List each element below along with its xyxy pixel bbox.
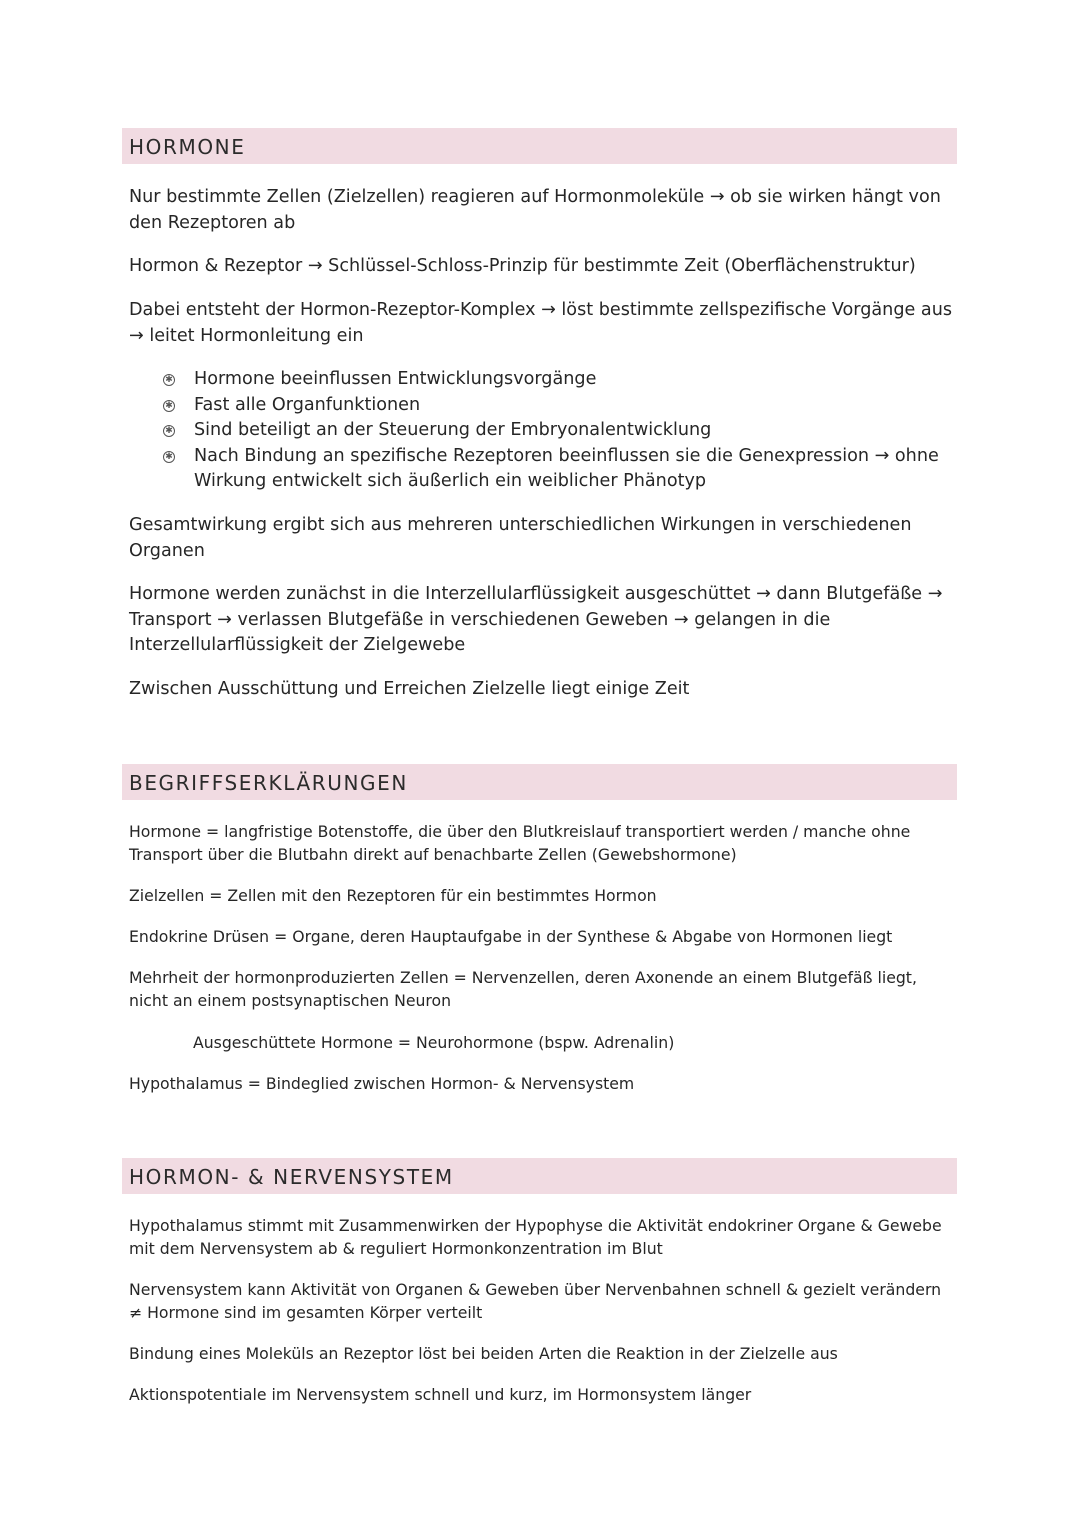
list-item <box>160 444 950 495</box>
hormone-paragraph-5: Hormone werden zunächst in die Interzellularflüssigkeit ausgeschüttet → dann Blutgefäße → Transport → verlassen Blutgefäße in verschiedenen Geweben → gelangen in die Interzellularflüssigkeit der Zielgewebe <box>129 584 943 655</box>
nerven-paragraph-1: Hypothalamus stimmt mit Zusammenwirken der Hypophyse die Aktivität endokriner Organe & Gewebe mit dem Nervensystem ab & reguliert Hormonkonzentration im Blut <box>129 1216 942 1258</box>
bullet-text: Nach Bindung an spezifische Rezeptoren beeinflussen sie die Genexpression → ohne Wirkung entwickelt sich äußerlich ein weiblicher Phänotyp <box>194 445 939 491</box>
circled-star-bullet-icon: ✱ <box>163 374 175 386</box>
nerven-paragraph-4: Aktionspotentiale im Nervensystem schnell und kurz, im Hormonsystem länger <box>129 1385 752 1404</box>
begriffe-paragraph-4: Mehrheit der hormonproduzierten Zellen = Nervenzellen, deren Axonende an einem Blutgefäß liegt, nicht an einem postsynaptischen Neuron <box>129 968 917 1010</box>
list-item <box>160 367 950 393</box>
hormone-paragraph-6: Zwischen Ausschüttung und Erreichen Zielzelle liegt einige Zeit <box>129 679 690 699</box>
section-header-hormon-nervensystem: HORMON- & NERVENSYSTEM <box>122 1158 957 1194</box>
hormone-bullet-list <box>160 367 950 495</box>
section-header-begriffserklaerungen: BEGRIFFSERKLÄRUNGEN <box>122 764 957 800</box>
begriffe-paragraph-2: Zielzellen = Zellen mit den Rezeptoren für ein bestimmtes Hormon <box>129 886 657 905</box>
list-item <box>160 393 950 419</box>
hormone-paragraph-4: Gesamtwirkung ergibt sich aus mehreren unterschiedlichen Wirkungen in verschiedenen Organen <box>129 515 912 561</box>
begriffe-paragraph-1: Hormone = langfristige Botenstoffe, die über den Blutkreislauf transportiert werden / manche ohne Transport über die Blutbahn direkt auf benachbarte Zellen (Gewebshormone) <box>129 822 911 864</box>
begriffe-paragraph-5: Ausgeschüttete Hormone = Neurohormone (bspw. Adrenalin) <box>193 1033 675 1052</box>
bullet-text: Hormone beeinflussen Entwicklungsvorgänge <box>194 369 597 389</box>
circled-star-bullet-icon: ✱ <box>163 400 175 412</box>
list-item <box>160 418 950 444</box>
hormone-paragraph-1: Nur bestimmte Zellen (Zielzellen) reagieren auf Hormonmoleküle → ob sie wirken hängt von den Rezeptoren ab <box>129 187 941 233</box>
circled-star-bullet-icon: ✱ <box>163 451 175 463</box>
nerven-paragraph-2: Nervensystem kann Aktivität von Organen & Geweben über Nervenbahnen schnell & gezielt verändern ≠ Hormone sind im gesamten Körper verteilt <box>129 1280 942 1322</box>
nerven-paragraph-3: Bindung eines Moleküls an Rezeptor löst bei beiden Arten die Reaktion in der Zielzelle aus <box>129 1344 838 1363</box>
hormone-paragraph-2: Hormon & Rezeptor → Schlüssel-Schloss-Prinzip für bestimmte Zeit (Oberflächenstruktur) <box>129 256 916 276</box>
circled-star-bullet-icon: ✱ <box>163 425 175 437</box>
begriffe-paragraph-3: Endokrine Drüsen = Organe, deren Hauptaufgabe in der Synthese & Abgabe von Hormonen liegt <box>129 927 893 946</box>
bullet-text: Fast alle Organfunktionen <box>194 394 421 415</box>
section-header-hormone: HORMONE <box>122 128 957 164</box>
hormone-paragraph-3: Dabei entsteht der Hormon-Rezeptor-Komplex → löst bestimmte zellspezifische Vorgänge aus → leitet Hormonleitung ein <box>129 300 953 346</box>
bullet-text: Sind beteiligt an der Steuerung der Embryonalentwicklung <box>194 420 712 440</box>
begriffe-paragraph-6: Hypothalamus = Bindeglied zwischen Hormon- & Nervensystem <box>129 1074 635 1093</box>
